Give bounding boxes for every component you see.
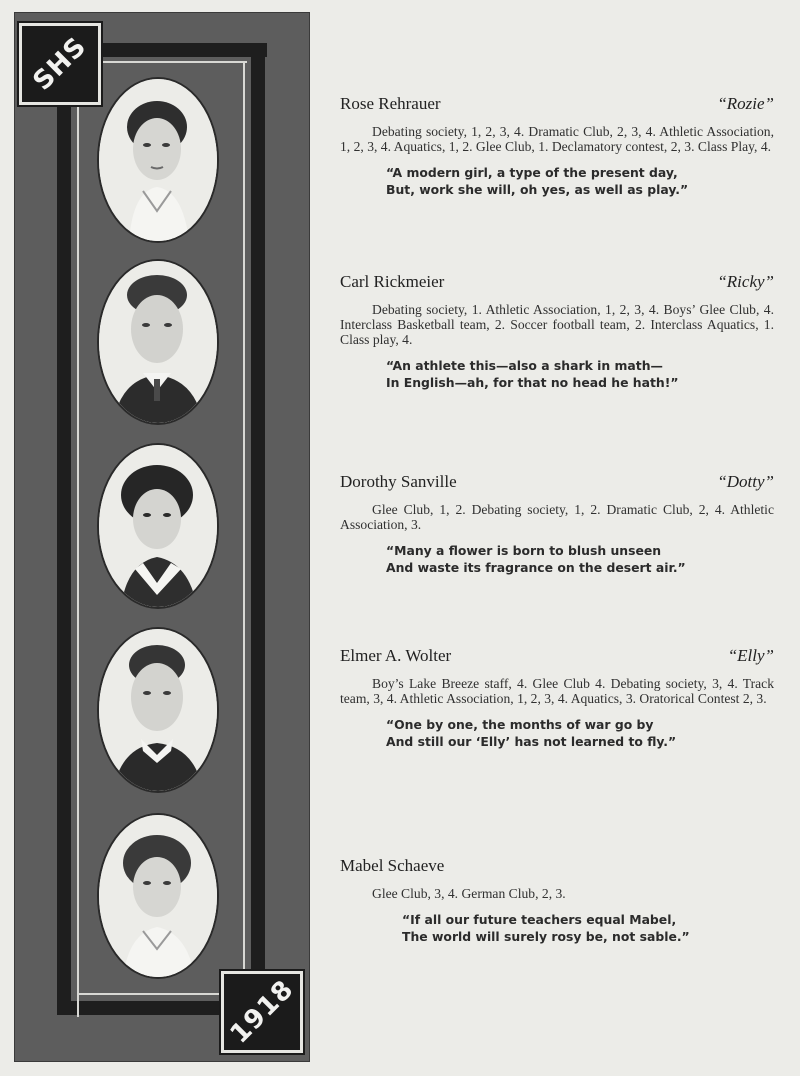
entry-rose-rehrauer [340, 94, 774, 198]
quote-line: And waste its fragrance on the desert air.” [386, 560, 686, 575]
student-nickname: “Dotty” [717, 472, 774, 491]
entry-header [340, 472, 774, 492]
quote-line: “A modern girl, a type of the present day, [386, 165, 678, 180]
student-nickname: “Ricky” [717, 272, 774, 291]
panel-inner-line [97, 61, 247, 63]
student-activities: Debating society, 1, 2, 3, 4. Dramatic Club, 2, 3, 4. Athletic Association, 1, 2, 3, 4. Aquatics, 1, 2. Glee Club, 1. Declamatory contest, 2, 3. Class Play, 4. [340, 124, 774, 154]
quote-line: “An athlete this—also a shark in math— [386, 358, 663, 373]
shs-badge-text: SHS [27, 31, 93, 97]
portrait-carl-rickmeier [97, 259, 219, 425]
entry-header [340, 646, 774, 666]
panel-inner-line [243, 61, 245, 971]
panel-border-line [251, 43, 265, 977]
student-name: Dorothy Sanville [340, 472, 457, 491]
quote-line: The world will surely rosy be, not sable.” [402, 929, 690, 944]
student-name: Elmer A. Wolter [340, 646, 452, 665]
year-badge [221, 971, 303, 1053]
quote-line: “One by one, the months of war go by [386, 717, 654, 732]
student-nickname: “Rozie” [717, 94, 774, 113]
portrait-image [99, 445, 217, 607]
portrait-image [99, 629, 217, 791]
portrait-image [99, 815, 217, 977]
entry-header [340, 856, 774, 876]
quote-line: But, work she will, oh yes, as well as play.” [386, 182, 689, 197]
student-quote [386, 164, 774, 198]
student-activities: Debating society, 1. Athletic Association, 1, 2, 3, 4. Boys’ Glee Club, 4. Interclass Basketball team, 2. Soccer football team, 2. Interclass Aquatics, 1. Class play, 4. [340, 302, 774, 347]
panel-inner-line [77, 993, 223, 995]
panel-inner-line [77, 103, 79, 1017]
entry-elmer-wolter [340, 646, 774, 750]
portrait-dorothy-sanville [97, 443, 219, 609]
portrait-image [99, 261, 217, 423]
portrait-image [99, 79, 217, 241]
entry-header [340, 272, 774, 292]
portrait-panel [14, 12, 310, 1062]
quote-line: “Many a flower is born to blush unseen [386, 543, 662, 558]
year-badge-text: 1918 [224, 974, 300, 1050]
quote-line: In English—ah, for that no head he hath!” [386, 375, 679, 390]
student-nickname: “Elly” [727, 646, 774, 665]
panel-border-line [97, 43, 267, 57]
shs-badge [19, 23, 101, 105]
student-name: Mabel Schaeve [340, 856, 445, 875]
portrait-elmer-wolter [97, 627, 219, 793]
panel-border-line [57, 81, 71, 1015]
student-name: Carl Rickmeier [340, 272, 445, 291]
entry-mabel-schaeve [340, 856, 774, 945]
entry-carl-rickmeier [340, 272, 774, 391]
quote-line: And still our ‘Elly’ has not learned to fly.” [386, 734, 677, 749]
quote-line: “If all our future teachers equal Mabel, [402, 912, 677, 927]
portrait-mabel-schaeve [97, 813, 219, 979]
student-quote [386, 357, 774, 391]
portrait-rose-rehrauer [97, 77, 219, 243]
student-quote [386, 542, 774, 576]
entry-dorothy-sanville [340, 472, 774, 576]
student-activities: Boy’s Lake Breeze staff, 4. Glee Club 4. Debating society, 3, 4. Track team, 3, 4. Athletic Association, 1, 2, 3, 4. Aquatics, 3. Oratorical Contest 2, 3. [340, 676, 774, 706]
student-activities: Glee Club, 3, 4. German Club, 2, 3. [372, 886, 566, 901]
student-name: Rose Rehrauer [340, 94, 441, 113]
panel-border-line [57, 1001, 227, 1015]
student-activities: Glee Club, 1, 2. Debating society, 1, 2. Dramatic Club, 2, 4. Athletic Association, 3. [340, 502, 774, 532]
student-quote [386, 716, 774, 750]
entry-header [340, 94, 774, 114]
student-quote [402, 911, 774, 945]
